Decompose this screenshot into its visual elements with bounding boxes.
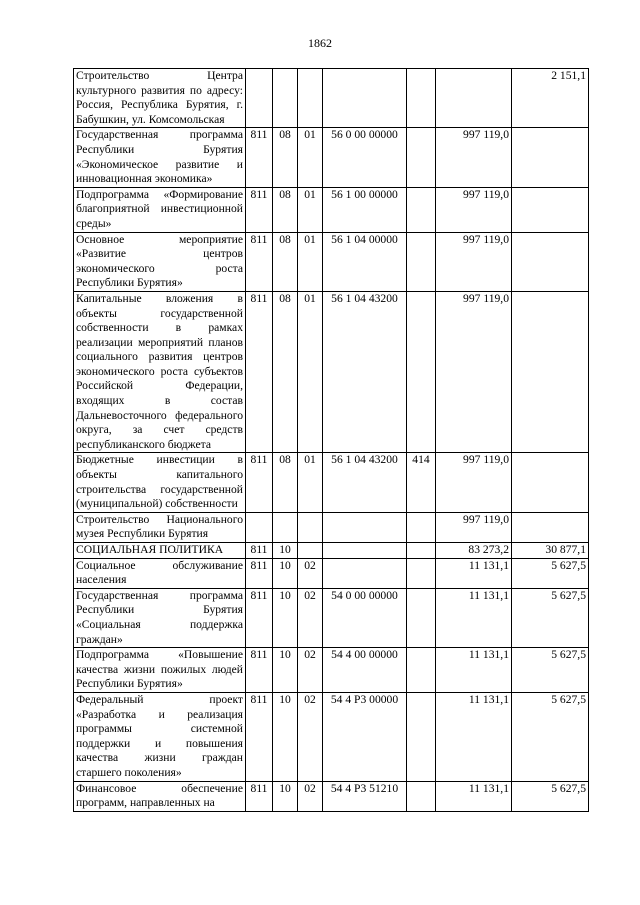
table-row xyxy=(74,512,589,542)
cell-subsection-code: 01 xyxy=(298,232,323,291)
table-row xyxy=(74,128,589,187)
table-row xyxy=(74,453,589,512)
cell-section-code: 08 xyxy=(273,453,298,512)
cell-target-article: 54 0 00 00000 xyxy=(323,588,407,647)
cell-target-article: 54 4 P3 51210 xyxy=(323,781,407,811)
cell-subsection-code: 01 xyxy=(298,187,323,232)
cell-section-code: 10 xyxy=(273,692,298,781)
cell-subsection-code: 02 xyxy=(298,588,323,647)
table-row xyxy=(74,781,589,811)
cell-name: Федеральный проект «Разработка и реализация программы системной поддержки и повышения качества жизни граждан старшего поколения» xyxy=(74,692,246,781)
cell-section-code xyxy=(273,512,298,542)
cell-target-article: 56 1 04 43200 xyxy=(323,291,407,453)
cell-name: Строительство Национального музея Республики Бурятия xyxy=(74,512,246,542)
cell-expense-type xyxy=(407,128,436,187)
cell-expense-type xyxy=(407,69,436,128)
cell-subsection-code: 02 xyxy=(298,692,323,781)
cell-section-code xyxy=(273,69,298,128)
cell-name: Подпрограмма «Формирование благоприятной инвестиционной среды» xyxy=(74,187,246,232)
table-row xyxy=(74,558,589,588)
table-row xyxy=(74,69,589,128)
cell-ministry-code: 811 xyxy=(246,781,273,811)
cell-amount-1: 997 119,0 xyxy=(436,128,512,187)
cell-ministry-code: 811 xyxy=(246,187,273,232)
cell-amount-1: 997 119,0 xyxy=(436,187,512,232)
cell-expense-type xyxy=(407,588,436,647)
cell-target-article: 56 1 04 43200 xyxy=(323,453,407,512)
cell-name: Государственная программа Республики Бурятия «Социальная поддержка граждан» xyxy=(74,588,246,647)
cell-amount-2 xyxy=(512,453,589,512)
cell-section-code: 08 xyxy=(273,187,298,232)
cell-amount-2 xyxy=(512,187,589,232)
cell-subsection-code xyxy=(298,69,323,128)
cell-amount-2: 5 627,5 xyxy=(512,781,589,811)
cell-amount-2: 30 877,1 xyxy=(512,543,589,559)
cell-ministry-code xyxy=(246,69,273,128)
cell-amount-1: 997 119,0 xyxy=(436,232,512,291)
cell-ministry-code: 811 xyxy=(246,128,273,187)
cell-expense-type: 414 xyxy=(407,453,436,512)
cell-expense-type xyxy=(407,558,436,588)
cell-expense-type xyxy=(407,648,436,693)
table-row xyxy=(74,543,589,559)
cell-target-article xyxy=(323,69,407,128)
budget-table xyxy=(73,68,589,812)
cell-ministry-code: 811 xyxy=(246,692,273,781)
cell-amount-1: 11 131,1 xyxy=(436,781,512,811)
cell-subsection-code xyxy=(298,543,323,559)
cell-section-code: 08 xyxy=(273,291,298,453)
table-row xyxy=(74,588,589,647)
cell-amount-1: 11 131,1 xyxy=(436,648,512,693)
cell-amount-1: 997 119,0 xyxy=(436,453,512,512)
page-number: 1862 xyxy=(308,36,332,50)
cell-expense-type xyxy=(407,543,436,559)
cell-amount-2 xyxy=(512,128,589,187)
table-row xyxy=(74,291,589,453)
cell-amount-1: 11 131,1 xyxy=(436,692,512,781)
cell-amount-1: 83 273,2 xyxy=(436,543,512,559)
cell-target-article: 56 1 00 00000 xyxy=(323,187,407,232)
cell-expense-type xyxy=(407,187,436,232)
table-row xyxy=(74,187,589,232)
cell-name: Капитальные вложения в объекты государственной собственности в рамках реализации мероприятий планов социального развития центров экономического роста субъектов Российской Федерации, входящих в состав Дальневосточного федерального округа, за счет средств республиканского бюджета xyxy=(74,291,246,453)
cell-expense-type xyxy=(407,781,436,811)
cell-target-article: 56 1 04 00000 xyxy=(323,232,407,291)
cell-subsection-code: 02 xyxy=(298,648,323,693)
cell-ministry-code xyxy=(246,512,273,542)
cell-name: Основное мероприятие «Развитие центров экономического роста Республики Бурятия» xyxy=(74,232,246,291)
cell-amount-2: 5 627,5 xyxy=(512,692,589,781)
cell-section-code: 08 xyxy=(273,232,298,291)
cell-target-article: 54 4 P3 00000 xyxy=(323,692,407,781)
cell-ministry-code: 811 xyxy=(246,543,273,559)
table-row xyxy=(74,648,589,693)
table-row xyxy=(74,232,589,291)
cell-subsection-code: 01 xyxy=(298,291,323,453)
cell-ministry-code: 811 xyxy=(246,648,273,693)
cell-name: Подпрограмма «Повышение качества жизни пожилых людей Республики Бурятия» xyxy=(74,648,246,693)
cell-target-article xyxy=(323,558,407,588)
cell-target-article xyxy=(323,543,407,559)
cell-amount-1 xyxy=(436,69,512,128)
cell-name: СОЦИАЛЬНАЯ ПОЛИТИКА xyxy=(74,543,246,559)
cell-target-article: 54 4 00 00000 xyxy=(323,648,407,693)
cell-subsection-code: 01 xyxy=(298,128,323,187)
cell-expense-type xyxy=(407,232,436,291)
cell-expense-type xyxy=(407,291,436,453)
cell-section-code: 10 xyxy=(273,558,298,588)
cell-amount-2: 2 151,1 xyxy=(512,69,589,128)
cell-section-code: 10 xyxy=(273,648,298,693)
cell-amount-2 xyxy=(512,291,589,453)
cell-name: Бюджетные инвестиции в объекты капитального строительства государственной (муниципальной) собственности xyxy=(74,453,246,512)
cell-amount-2: 5 627,5 xyxy=(512,588,589,647)
cell-name: Социальное обслуживание населения xyxy=(74,558,246,588)
cell-subsection-code: 01 xyxy=(298,453,323,512)
cell-section-code: 10 xyxy=(273,543,298,559)
table-body xyxy=(74,69,589,812)
cell-amount-1: 11 131,1 xyxy=(436,558,512,588)
cell-amount-1: 997 119,0 xyxy=(436,291,512,453)
cell-subsection-code: 02 xyxy=(298,558,323,588)
cell-target-article: 56 0 00 00000 xyxy=(323,128,407,187)
cell-subsection-code xyxy=(298,512,323,542)
cell-ministry-code: 811 xyxy=(246,588,273,647)
cell-name: Строительство Центра культурного развития по адресу: Россия, Республика Бурятия, г. Бабушкин, ул. Комсомольская xyxy=(74,69,246,128)
cell-name: Финансовое обеспечение программ, направленных на xyxy=(74,781,246,811)
cell-expense-type xyxy=(407,512,436,542)
cell-amount-2: 5 627,5 xyxy=(512,558,589,588)
cell-section-code: 08 xyxy=(273,128,298,187)
cell-ministry-code: 811 xyxy=(246,232,273,291)
cell-section-code: 10 xyxy=(273,588,298,647)
cell-amount-1: 997 119,0 xyxy=(436,512,512,542)
cell-amount-2 xyxy=(512,232,589,291)
cell-amount-2: 5 627,5 xyxy=(512,648,589,693)
cell-subsection-code: 02 xyxy=(298,781,323,811)
cell-expense-type xyxy=(407,692,436,781)
cell-section-code: 10 xyxy=(273,781,298,811)
cell-ministry-code: 811 xyxy=(246,453,273,512)
cell-name: Государственная программа Республики Бурятия «Экономическое развитие и инновационная экономика» xyxy=(74,128,246,187)
table-row xyxy=(74,692,589,781)
cell-amount-2 xyxy=(512,512,589,542)
cell-ministry-code: 811 xyxy=(246,291,273,453)
cell-amount-1: 11 131,1 xyxy=(436,588,512,647)
cell-target-article xyxy=(323,512,407,542)
cell-ministry-code: 811 xyxy=(246,558,273,588)
